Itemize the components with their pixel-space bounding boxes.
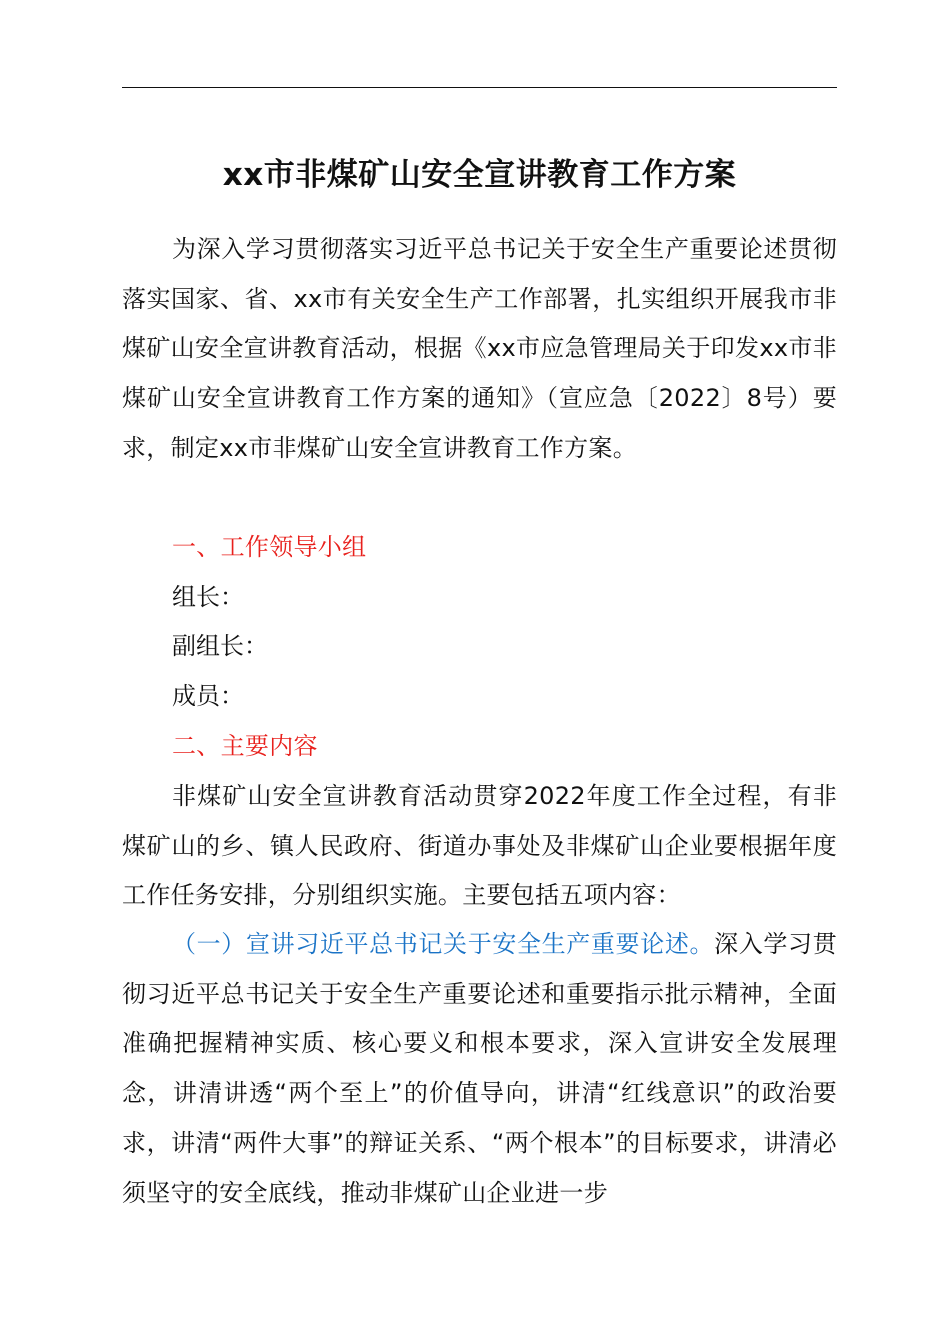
section2-paragraph: 非煤矿山安全宣讲教育活动贯穿2022年度工作全过程，有非煤矿山的乡、镇人民政府、街道办事处及非煤矿山企业要根据年度工作任务安排，分别组织实施。主要包括五项内容： (122, 782, 837, 910)
header-rule (122, 87, 837, 88)
section2-heading: 二、主要内容 (172, 732, 318, 760)
item1-heading: （一）宣讲习近平总书记关于安全生产重要论述。 (172, 930, 715, 958)
item1-paragraph (122, 920, 837, 1218)
section1-heading: 一、工作领导小组 (172, 533, 367, 561)
members-label: 成员： (172, 682, 244, 710)
deputy-leader-label: 副组长： (172, 632, 268, 660)
leader-label: 组长： (172, 583, 244, 611)
document-title: xx市非煤矿山安全宣讲教育工作方案 (222, 157, 737, 193)
item1-body: 深入学习贯彻习近平总书记关于安全生产重要论述和重要指示批示精神，全面准确把握精神实质、核心要义和根本要求，深入宣讲安全发展理念，讲清讲透“两个至上”的价值导向，讲清“红线意识”的政治要求，讲清“两件大事”的辩证关系、“两个根本”的目标要求，讲清必须坚守的安全底线，推动非煤矿山企业进一步 (122, 930, 837, 1207)
intro-paragraph: 为深入学习贯彻落实习近平总书记关于安全生产重要论述贯彻落实国家、省、xx市有关安全生产工作部署，扎实组织开展我市非煤矿山安全宣讲教育活动，根据《xx市应急管理局关于印发xx市非煤矿山安全宣讲教育工作方案的通知》（宣应急〔2022〕8号）要求，制定xx市非煤矿山安全宣讲教育工作方案。 (122, 235, 837, 462)
